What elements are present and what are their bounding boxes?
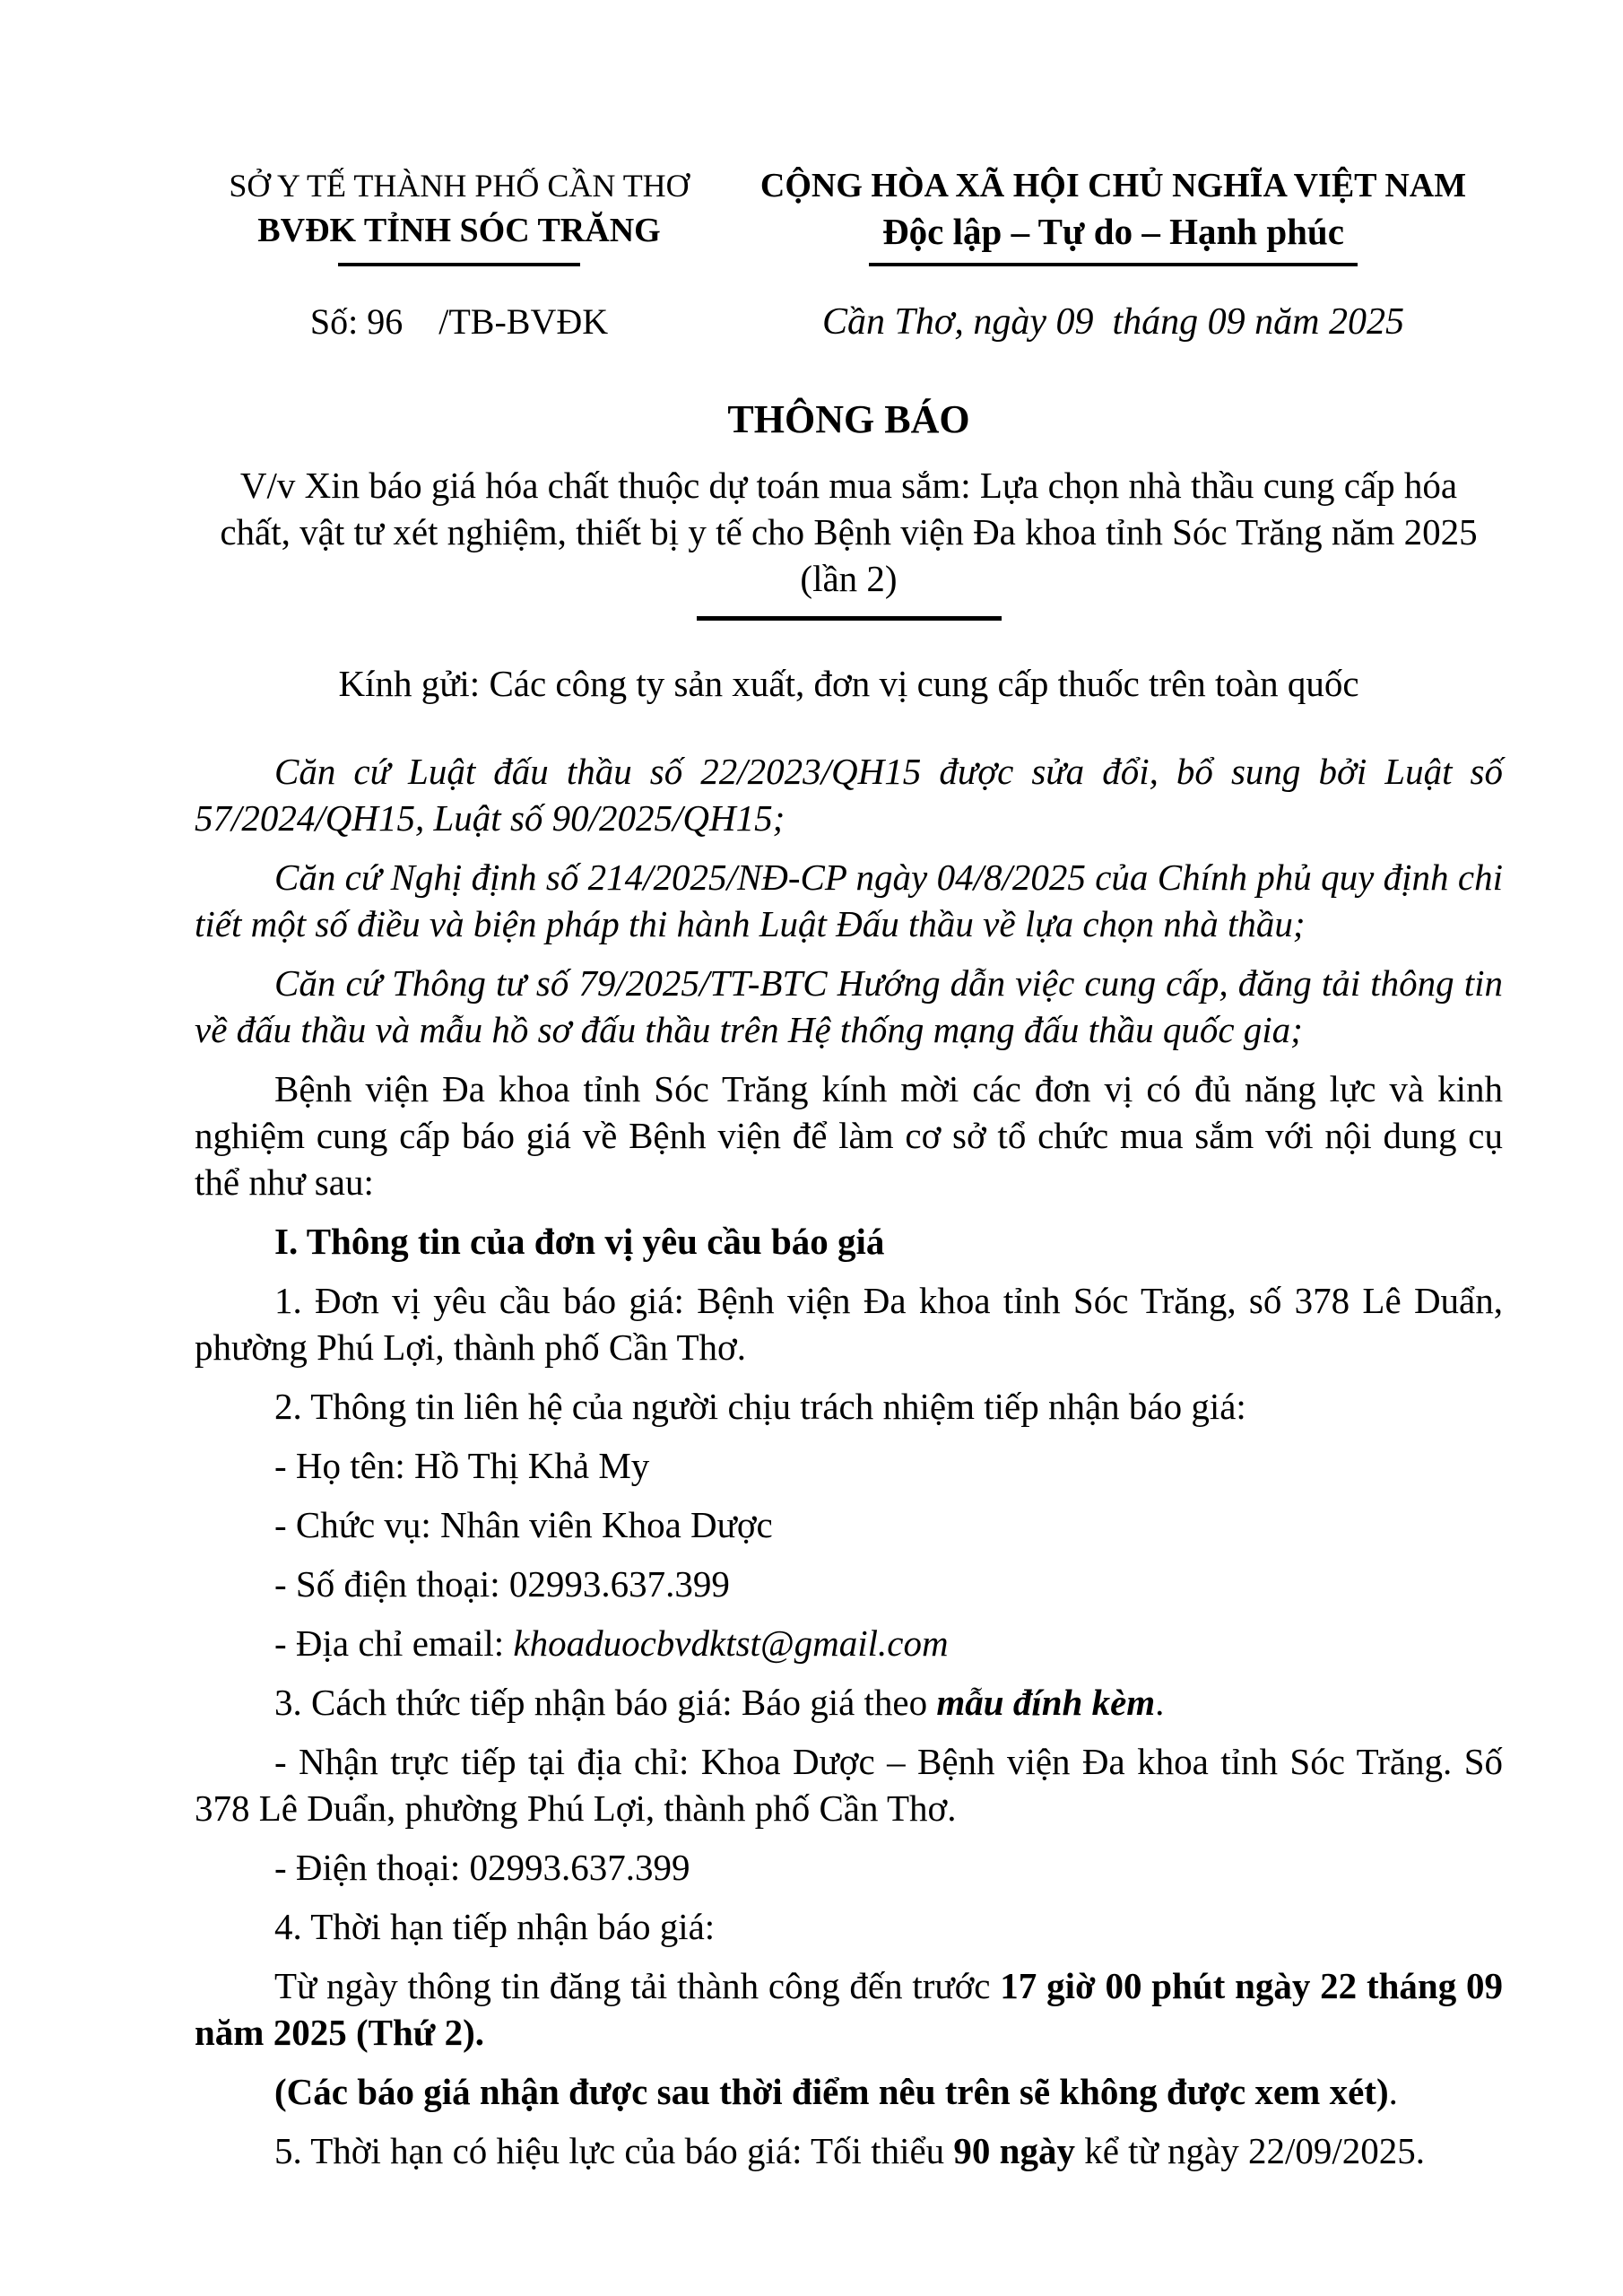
place-and-date: Cần Thơ, ngày 09 tháng 09 năm 2025 — [822, 301, 1404, 343]
national-motto-rule — [869, 263, 1358, 266]
salutation: Kính gửi: Các công ty sản xuất, đơn vị cung cấp thuốc trên toàn quốc — [338, 663, 1359, 704]
document-header — [195, 164, 1503, 266]
legal-basis-decree: Căn cứ Nghị định số 214/2025/NĐ-CP ngày 04/8/2025 của Chính phủ quy định chi tiết một số điều và biện pháp thi hành Luật Đấu thầu về lựa chọn nhà thầu; — [195, 857, 1503, 944]
subject-block — [195, 462, 1503, 602]
item-validity — [195, 2127, 1503, 2174]
intro-paragraph: Bệnh viện Đa khoa tỉnh Sóc Trăng kính mời các đơn vị có đủ năng lực và kinh nghiệm cung cấp báo giá về Bệnh viện để làm cơ sở tổ chức mua sắm với nội dung cụ thể như sau: — [195, 1068, 1503, 1203]
contact-email-line — [195, 1620, 1503, 1666]
contact-email-label: - Địa chỉ email: — [274, 1622, 514, 1664]
validity-text: 5. Thời hạn có hiệu lực của báo giá: Tối thiểu — [274, 2130, 954, 2171]
item-contact-info: 2. Thông tin liên hệ của người chịu trách nhiệm tiếp nhận báo giá: — [274, 1386, 1246, 1427]
subject-line-2: chất, vật tư xét nghiệm, thiết bị y tế cho Bệnh viện Đa khoa tỉnh Sóc Trăng năm 2025 — [220, 511, 1478, 552]
late-quote-note-period: . — [1388, 2071, 1398, 2112]
deadline-paragraph — [195, 1962, 1503, 2056]
issuing-org-parent: SỞ Y TẾ THÀNH PHỐ CẦN THƠ — [229, 168, 690, 204]
receive-method-text: 3. Cách thức tiếp nhận báo giá: Báo giá theo — [274, 1682, 937, 1723]
national-header-block — [724, 164, 1503, 266]
late-quote-note — [195, 2068, 1503, 2115]
legal-basis-circular: Căn cứ Thông tư số 79/2025/TT-BTC Hướng dẫn việc cung cấp, đăng tải thông tin về đấu thầu và mẫu hồ sơ đấu thầu trên Hệ thống mạng đấu thầu quốc gia; — [195, 962, 1503, 1050]
section1-heading: I. Thông tin của đơn vị yêu cầu báo giá — [274, 1221, 885, 1262]
validity-days: 90 ngày — [953, 2130, 1075, 2171]
item-deadline-heading: 4. Thời hạn tiếp nhận báo giá: — [274, 1906, 716, 1947]
item-receive-method — [195, 1679, 1503, 1726]
national-motto: Độc lập – Tự do – Hạnh phúc — [882, 211, 1344, 252]
contact-email-address: khoaduocbvdktst@gmail.com — [513, 1622, 949, 1664]
item-requesting-unit: 1. Đơn vị yêu cầu báo giá: Bệnh viện Đa khoa tỉnh Sóc Trăng, số 378 Lê Duẩn, phường Phú Lợi, thành phố Cần Thơ. — [195, 1280, 1503, 1368]
receive-method-period: . — [1155, 1682, 1165, 1723]
document-title: THÔNG BÁO — [727, 397, 970, 441]
subject-rule — [697, 616, 1002, 621]
contact-phone: - Số điện thoại: 02993.637.399 — [274, 1563, 730, 1605]
deadline-text: Từ ngày thông tin đăng tải thành công đến trước — [274, 1965, 1001, 2006]
issuing-org-rule — [338, 263, 580, 266]
contact-name: - Họ tên: Hồ Thị Khả My — [274, 1445, 650, 1486]
subject-line-1: V/v Xin báo giá hóa chất thuộc dự toán mua sắm: Lựa chọn nhà thầu cung cấp hóa — [239, 465, 1458, 506]
meta-row — [195, 299, 1503, 345]
receive-direct-address: - Nhận trực tiếp tại địa chỉ: Khoa Dược – Bệnh viện Đa khoa tỉnh Sóc Trăng. Số 378 Lê Duẩn, phường Phú Lợi, thành phố Cần Thơ. — [195, 1741, 1503, 1829]
deadline-datetime: 17 giờ 00 phút ngày 22 tháng 09 năm 2025 (Thứ 2). — [195, 1965, 1503, 2053]
subject-line-3: (lần 2) — [800, 558, 898, 599]
document-number: Số: 96 /TB-BVĐK — [309, 301, 609, 342]
issuing-org-name: BVĐK TỈNH SÓC TRĂNG — [257, 212, 661, 249]
late-quote-note-bold: (Các báo giá nhận được sau thời điểm nêu trên sẽ không được xem xét) — [274, 2071, 1389, 2112]
issuing-org-block — [195, 164, 724, 266]
contact-role: - Chức vụ: Nhân viên Khoa Dược — [274, 1504, 773, 1545]
attached-form-emphasis: mẫu đính kèm — [936, 1682, 1156, 1723]
receive-phone: - Điện thoại: 02993.637.399 — [274, 1847, 690, 1888]
validity-from-date: kể từ ngày 22/09/2025. — [1074, 2130, 1426, 2171]
legal-basis-law: Căn cứ Luật đấu thầu số 22/2023/QH15 được sửa đổi, bổ sung bởi Luật số 57/2024/QH15, Luật số 90/2025/QH15; — [195, 751, 1503, 839]
national-title: CỘNG HÒA XÃ HỘI CHỦ NGHĨA VIỆT NAM — [759, 167, 1467, 204]
